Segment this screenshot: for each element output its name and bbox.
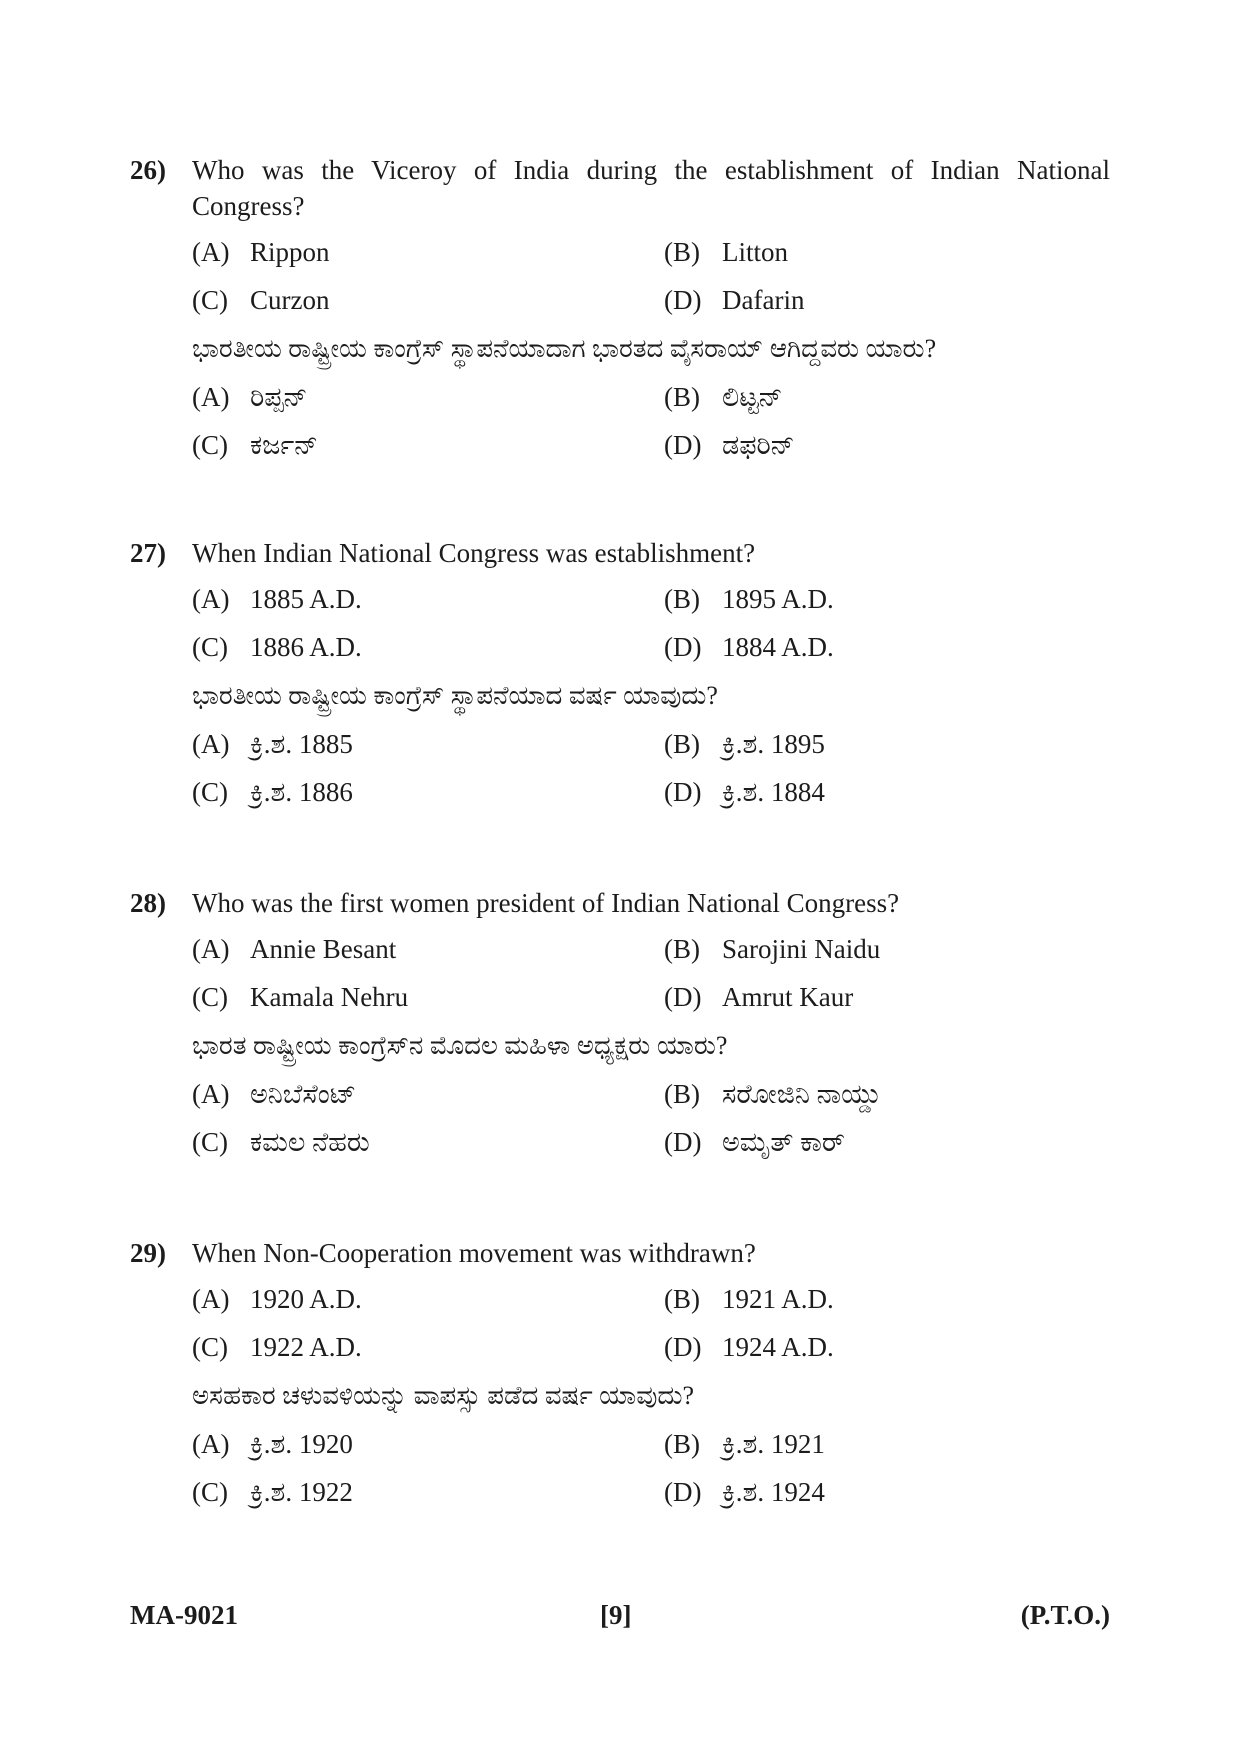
please-turn-over: (P.T.O.)	[1020, 1600, 1110, 1630]
option-a-kannada: (A) ರಿಪ್ಪನ್	[192, 382, 308, 412]
question-29	[130, 1235, 1110, 1517]
question-text-english: Who was the first women president of Indian National Congress?	[192, 888, 900, 918]
question-text-english: When Indian National Congress was establishment?	[192, 538, 756, 568]
page-footer	[130, 1600, 1110, 1636]
option-b-kannada: (B) ಲಿಟ್ಟನ್	[664, 382, 783, 412]
question-text-english: Who was the Viceroy of India during the establishment of Indian National Congress?	[192, 155, 1110, 221]
option-d-english: (D) Amrut Kaur	[664, 981, 854, 1012]
question-text-kannada: ಭಾರತೀಯ ರಾಷ್ಟ್ರೀಯ ಕಾಂಗ್ರೆಸ್ ಸ್ಥಾಪನೆಯಾದಾಗ ಭಾರತದ ವೈಸರಾಯ್ ಆಗಿದ್ದವರು ಯಾರು?	[192, 334, 937, 363]
option-d-english: (D) Dafarin	[664, 284, 805, 315]
option-c-kannada: (C) ಕ್ರಿ.ಶ. 1922	[192, 1477, 353, 1507]
option-c-english: (C) 1922 A.D.	[192, 1331, 362, 1362]
option-a-kannada: (A) ಕ್ರಿ.ಶ. 1920	[192, 1429, 353, 1459]
option-c-kannada: (C) ಕರ್ಜನ್	[192, 430, 319, 460]
question-28	[130, 885, 1110, 1167]
page-number: [9]	[600, 1600, 632, 1630]
question-number: 28)	[130, 888, 166, 918]
question-text-kannada: ಅಸಹಕಾರ ಚಳುವಳಿಯನ್ನು ವಾಪಸ್ಸು ಪಡೆದ ವರ್ಷ ಯಾವುದು?	[192, 1381, 695, 1410]
option-d-kannada: (D) ಕ್ರಿ.ಶ. 1884	[664, 777, 825, 807]
option-b-english: (B) 1921 A.D.	[664, 1283, 834, 1314]
option-c-kannada: (C) ಕಮಲ ನೆಹರು	[192, 1127, 370, 1157]
option-d-kannada: (D) ಡಫರಿನ್	[664, 430, 795, 460]
option-a-kannada: (A) ಅನಿಬೆಸೆಂಟ್	[192, 1079, 357, 1109]
option-c-english: (C) Curzon	[192, 284, 330, 315]
option-d-english: (D) 1924 A.D.	[664, 1331, 834, 1362]
option-a-english: (A) 1920 A.D.	[192, 1283, 362, 1314]
option-a-english: (A) 1885 A.D.	[192, 583, 362, 614]
option-c-kannada: (C) ಕ್ರಿ.ಶ. 1886	[192, 777, 353, 807]
option-b-english: (B) Litton	[664, 236, 788, 267]
option-b-english: (B) Sarojini Naidu	[664, 933, 881, 964]
option-a-english: (A) Annie Besant	[192, 933, 397, 964]
option-b-kannada: (B) ಕ್ರಿ.ಶ. 1921	[664, 1429, 825, 1459]
question-number: 29)	[130, 1238, 166, 1268]
question-number: 27)	[130, 538, 166, 568]
question-text-english: When Non-Cooperation movement was withdrawn?	[192, 1238, 756, 1268]
paper-code: MA-9021	[130, 1600, 238, 1630]
question-text-kannada: ಭಾರತೀಯ ರಾಷ್ಟ್ರೀಯ ಕಾಂಗ್ರೆಸ್ ಸ್ಥಾಪನೆಯಾದ ವರ್ಷ ಯಾವುದು?	[192, 681, 718, 710]
option-a-kannada: (A) ಕ್ರಿ.ಶ. 1885	[192, 729, 353, 759]
option-c-english: (C) 1886 A.D.	[192, 631, 362, 662]
option-d-kannada: (D) ಕ್ರಿ.ಶ. 1924	[664, 1477, 825, 1507]
option-b-kannada: (B) ಕ್ರಿ.ಶ. 1895	[664, 729, 825, 759]
question-number: 26)	[130, 155, 166, 185]
question-27	[130, 535, 1110, 817]
option-d-kannada: (D) ಅಮೃತ್ ಕಾರ್	[664, 1127, 845, 1157]
option-d-english: (D) 1884 A.D.	[664, 631, 834, 662]
option-b-kannada: (B) ಸರೋಜಿನಿ ನಾಯ್ಡು	[664, 1079, 882, 1109]
option-a-english: (A) Rippon	[192, 236, 330, 267]
question-text-kannada: ಭಾರತ ರಾಷ್ಟ್ರೀಯ ಕಾಂಗ್ರೆಸ್‌ನ ಮೊದಲ ಮಹಿಳಾ ಅಧ್ಯಕ್ಷರು ಯಾರು?	[192, 1031, 728, 1060]
option-c-english: (C) Kamala Nehru	[192, 981, 409, 1012]
option-b-english: (B) 1895 A.D.	[664, 583, 834, 614]
question-26	[130, 152, 1110, 470]
